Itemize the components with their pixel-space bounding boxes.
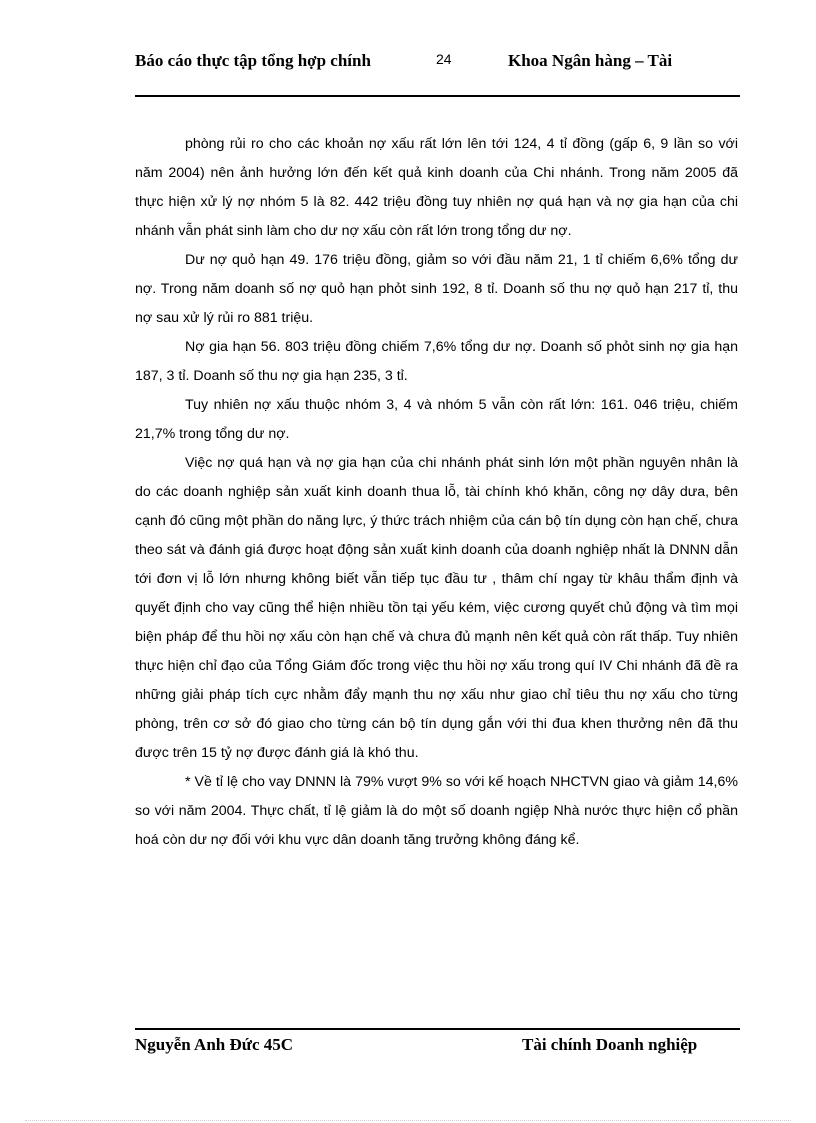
paragraph: * Về tỉ lệ cho vay DNNN là 79% vượt 9% so với kế hoạch NHCTVN giao và giảm 14,6% so với năm 2004. Thực chất, tỉ lệ giảm là do một số doanh ngiệp Nhà nước thực hiện cổ phần hoá còn dư nợ đối với khu vực dân doanh tăng trưởng không đáng kể. xyxy=(135,774,738,848)
page-bottom-edge xyxy=(25,1120,791,1121)
document-body xyxy=(135,130,738,855)
paragraph: Việc nợ quá hạn và nợ gia hạn của chi nhánh phát sinh lớn một phần nguyên nhân là do các doanh nghiệp sản xuất kinh doanh thua lỗ, tài chính khó khăn, công nợ dây dưa, bên cạnh đó cũng một phần do năng lực, ý thức trách nhiệm của cán bộ tín dụng còn hạn chế, chưa theo sát và đánh giá được hoạt động sản xuất kinh doanh của doanh nghiệp nhất là DNNN dẫn tới đơn vị lỗ lớn nhưng không biết vẫn tiếp tục đầu tư , thâm chí ngay từ khâu thẩm định và quyết định cho vay cũng thể hiện nhiều tồn tại yếu kém, việc cương quyết chủ động và tìm mọi biện pháp để thu hồi nợ xấu còn hạn chế và chưa đủ mạnh nên kết quả còn rất thấp. Tuy nhiên thực hiện chỉ đạo của Tổng Giám đốc trong việc thu hồi nợ xấu trong quí IV Chi nhánh đã đề ra những giải pháp tích cực nhằm đẩy mạnh thu nợ xấu như giao chỉ tiêu thu nợ xấu cho từng phòng, trên cơ sở đó giao cho từng cán bộ tín dụng gắn với thi đua khen thưởng nên đã thu được trên 15 tỷ nợ được đánh giá là khó thu. xyxy=(135,455,738,761)
author-name: Nguyễn Anh Đức 45C xyxy=(135,1035,294,1054)
header-divider xyxy=(135,95,740,97)
paragraph: phòng rủi ro cho các khoản nợ xấu rất lớn lên tới 124, 4 tỉ đồng (gấp 6, 9 lần so với năm 2004) nên ảnh hưởng lớn đến kết quả kinh doanh của Chi nhánh. Trong năm 2005 đã thực hiện xử lý nợ nhóm 5 là 82. 442 triệu đồng tuy nhiên nợ quá hạn và nợ gia hạn của chi nhánh vẫn phát sinh làm cho dư nợ xấu còn rất lớn trong tổng dư nợ. xyxy=(135,136,738,239)
faculty-title: Khoa Ngân hàng – Tài xyxy=(508,51,673,70)
page-number: 24 xyxy=(436,51,452,67)
report-title: Báo cáo thực tập tổng hợp chính xyxy=(135,51,371,70)
paragraph: Dư nợ quỏ hạn 49. 176 triệu đồng, giảm so với đầu năm 21, 1 tỉ chiếm 6,6% tổng dư nợ. Trong năm doanh số nợ quỏ hạn phỏt sinh 192, 8 tỉ. Doanh số thu nợ quỏ hạn 217 tỉ, thu nợ sau xử lý rủi ro 881 triệu. xyxy=(135,252,738,326)
department-name: Tài chính Doanh nghiệp xyxy=(522,1035,698,1054)
paragraph: Tuy nhiên nợ xấu thuộc nhóm 3, 4 và nhóm 5 vẫn còn rất lớn: 161. 046 triệu, chiếm 21,7% trong tổng dư nợ. xyxy=(135,397,738,442)
paragraph: Nợ gia hạn 56. 803 triệu đồng chiếm 7,6% tổng dư nợ. Doanh số phỏt sinh nợ gia hạn 187, 3 tỉ. Doanh số thu nợ gia hạn 235, 3 tỉ. xyxy=(135,339,738,384)
footer-divider xyxy=(135,1028,740,1030)
